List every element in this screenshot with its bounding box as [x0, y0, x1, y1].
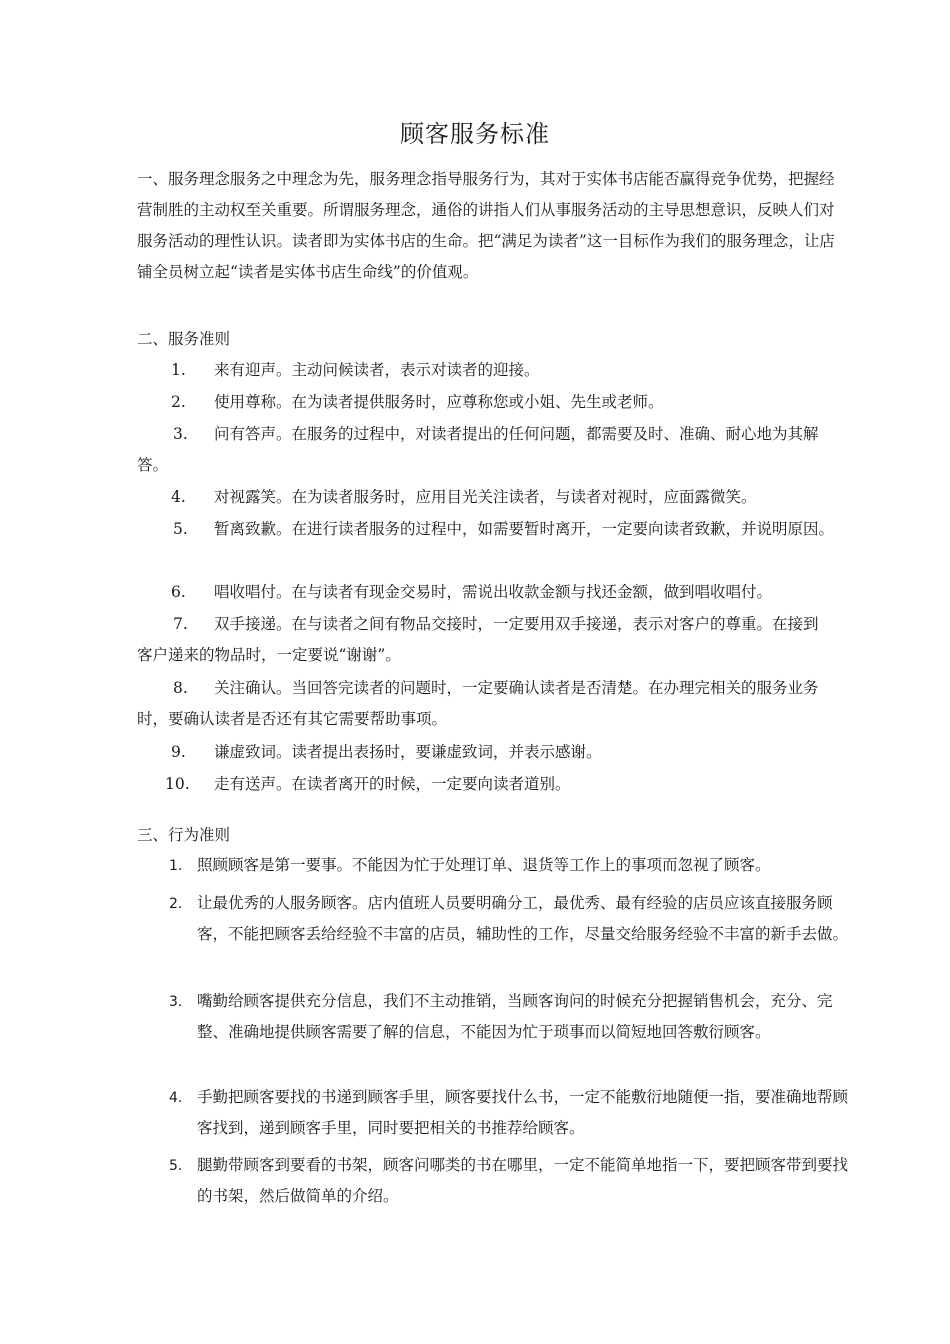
rule-text: 双手接递。在与读者之间有物品交接时，一定要用双手接递，表示对客户的尊重。在接到客户递来的物品时，一定要说“谢谢”。	[137, 615, 819, 664]
rule-text: 问有答声。在服务的过程中，对读者提出的任何问题，都需要及时、准确、耐心地为其解答。	[137, 425, 819, 474]
behavior-item	[169, 1150, 857, 1211]
rule-number: 1.	[171, 361, 186, 379]
rule-text: 谦虚致词。读者提出表扬时，要谦虚致词，并表示感谢。	[214, 743, 602, 761]
rule-number: 4.	[171, 488, 186, 506]
service-rule	[137, 737, 837, 768]
behavior-text: 腿勤带顾客到要看的书架，顾客问哪类的书在哪里，一定不能简单地指一下，要把顾客带到要找的书架，然后做简单的介绍。	[197, 1156, 849, 1205]
service-rule	[137, 514, 837, 545]
behavior-item	[169, 986, 857, 1047]
rule-text: 关注确认。当回答完读者的问题时，一定要确认读者是否清楚。在办理完相关的服务业务时，要确认读者是否还有其它需要帮助事项。	[137, 679, 819, 728]
rule-number: 7.	[173, 615, 188, 633]
rule-text: 使用尊称。在为读者提供服务时，应尊称您或小姐、先生或老师。	[214, 393, 664, 411]
behavior-number: 5.	[169, 1158, 183, 1174]
document-title: 顾客服务标准	[400, 120, 550, 148]
rule-number: 6.	[171, 583, 186, 601]
section3-heading: 三、行为准则	[137, 826, 231, 844]
rule-number: 2.	[171, 393, 186, 411]
service-rule	[137, 419, 837, 481]
rule-text: 暂离致歉。在进行读者服务的过程中，如需要暂时离开，一定要向读者致歉，并说明原因。	[214, 520, 835, 538]
service-rule	[137, 577, 837, 608]
rule-number: 3.	[173, 425, 188, 443]
behavior-item	[169, 888, 857, 949]
behavior-text: 手勤把顾客要找的书递到顾客手里，顾客要找什么书，一定不能敷衍地随便一指，要准确地帮顾客找到，递到顾客手里，同时要把相关的书推荐给顾客。	[197, 1088, 849, 1137]
rule-number: 5.	[173, 520, 188, 538]
rule-text: 唱收唱付。在与读者有现金交易时，需说出收款金额与找还金额，做到唱收唱付。	[214, 583, 773, 601]
section1-paragraph: 一、服务理念服务之中理念为先，服务理念指导服务行为，其对于实体书店能否赢得竞争优势，把握经营制胜的主动权至关重要。所谓服务理念，通俗的讲指人们从事服务活动的主导思想意识，反映人们对服务活动的理性认识。读者即为实体书店的生命。把“满足为读者”这一目标作为我们的服务理念，让店铺全员树立起“读者是实体书店生命线”的价值观。	[137, 170, 835, 281]
service-rule	[137, 387, 837, 418]
behavior-number: 1.	[169, 858, 183, 874]
behavior-item	[169, 1082, 857, 1143]
rule-number: 10.	[165, 775, 190, 793]
service-rule	[137, 769, 837, 800]
service-rule	[137, 355, 837, 386]
rule-text: 对视露笑。在为读者服务时，应用目光关注读者，与读者对视时，应面露微笑。	[214, 488, 757, 506]
section2-heading: 二、服务准则	[137, 330, 231, 348]
behavior-number: 2.	[169, 896, 183, 912]
behavior-text: 让最优秀的人服务顾客。店内值班人员要明确分工，最优秀、最有经验的店员应该直接服务顾客，不能把顾客丢给经验不丰富的店员，辅助性的工作，尽量交给服务经验不丰富的新手去做。	[197, 894, 849, 943]
rule-number: 9.	[171, 743, 186, 761]
rule-number: 8.	[173, 679, 188, 697]
behavior-number: 3.	[169, 994, 183, 1010]
service-rule	[137, 609, 827, 671]
behavior-item	[169, 850, 857, 881]
service-rule	[137, 673, 837, 735]
behavior-text: 照顾顾客是第一要事。不能因为忙于处理订单、退货等工作上的事项而忽视了顾客。	[197, 856, 771, 874]
rule-text: 走有送声。在读者离开的时候，一定要向读者道别。	[214, 775, 571, 793]
behavior-text: 嘴勤给顾客提供充分信息，我们不主动推销，当顾客询问的时候充分把握销售机会，充分、完整、准确地提供顾客需要了解的信息，不能因为忙于琐事而以简短地回答敷衍顾客。	[197, 992, 833, 1041]
rule-text: 来有迎声。主动问候读者，表示对读者的迎接。	[214, 361, 540, 379]
behavior-number: 4.	[169, 1090, 183, 1106]
service-rule	[137, 482, 837, 513]
